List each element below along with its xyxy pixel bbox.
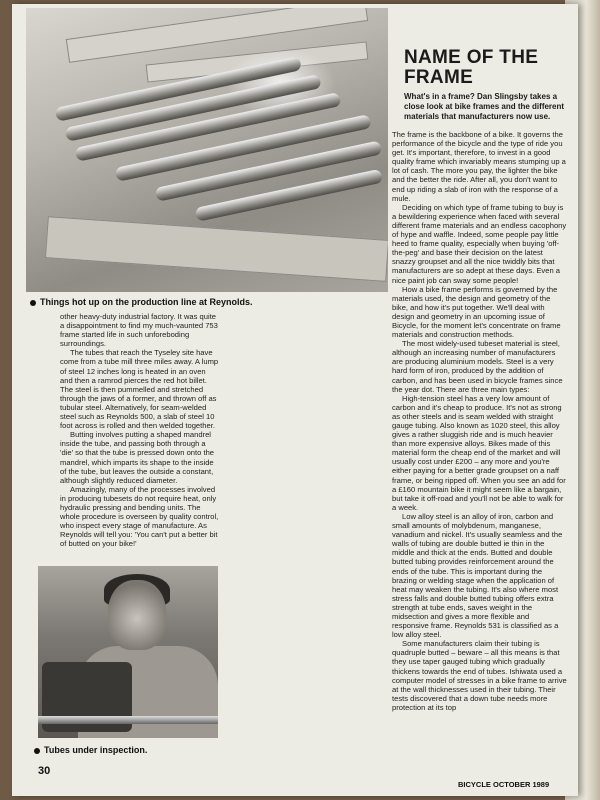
right-paragraph: Deciding on which type of frame tubing to buy is a bewildering experience when faced with several different frame materials and an endless cacophony of hype and waffle. Indeed, some people pay little heed to frame quality, especially when buying 'off-the-peg' and base their decision on the latest snazzy groupset and all the nice twiddly bits that manufacturers are so adept at these days. Even a nice paint job can sway some people! (392, 202, 567, 285)
magazine-page (12, 4, 578, 796)
left-paragraph: Butting involves putting a shaped mandrel inside the tube, and passing both through a 'die' so that the tube is pressed down onto the mandrel, which imparts its shape to the inside of the tube, but leaves the outside a constant, although slightly reduced diameter. (60, 430, 215, 485)
bottom-caption-text: Tubes under inspection. (44, 745, 148, 755)
bullet-icon (34, 748, 40, 754)
article-standfirst: What's in a frame? Dan Slingsby takes a close look at bike frames and the different materials that manufacturers now use. (404, 92, 565, 121)
page-number: 30 (38, 765, 51, 777)
bottom-photo-caption (34, 745, 147, 755)
right-column (392, 130, 568, 712)
right-paragraph: The frame is the backbone of a bike. It governs the performance of the bicycle and the type of ride you get. It's important, therefore, to invest in a good quality frame which invariably means stumping up a lot of cash. The more you pay, the lighter the bike and the better the ride. After all, you don't want to end up riding a slab of iron with the response of a mule. (392, 130, 566, 203)
inspection-photo (38, 566, 218, 738)
top-caption-text: Things hot up on the production line at Reynolds. (40, 297, 253, 307)
article-title: NAME OF THE FRAME (404, 47, 539, 88)
right-paragraph: How a bike frame performs is governed by the materials used, the design and geometry of the bike, and how it's put together. We'll deal with design and geometry in an upcoming issue of Bicycle, for the moment let's concentrate on frame materials and construction methods. (392, 284, 561, 340)
publication-footer: BICYCLE OCTOBER 1989 (458, 780, 550, 789)
right-paragraph: Low alloy steel is an alloy of iron, carbon and small amounts of molybdenum, manganese, vanadium and nickel. It's usually seamless and the walls of tubing are double butted ie thin in the middle and thick at the ends. Butted and double butted tubing provides reinforcement around the ends of the tube. This is important during the brazing or welding stage when the application of heat may weaken the tubing. It's also where most stress falls and double butted tubing offers extra strength at tube ends, saves weight in the midsection and gives a more flexible and responsive frame. Reynolds 531 is classified as a low alloy steel. (392, 511, 563, 640)
bullet-icon (30, 300, 36, 306)
left-column (60, 312, 220, 548)
left-paragraph: other heavy-duty industrial factory. It was quite a disappointment to find my much-vaunted 753 frame started life in such unforeboding surroundings. (60, 312, 218, 349)
right-paragraph: The most widely-used tubeset material is steel, although an increasing number of manufacturers are producing aluminium models. Steel is a very hard form of iron, produced by the addition of carbon, and has been used in bicycle frames since the year dot. There are three main types: (392, 339, 563, 394)
right-paragraph: Some manufacturers claim their tubing is quadruple butted – beware – all this means is that they use taper gauged tubing which gradually thickens towards the end of tubes. Ishiwata used a computer model of stresses in a bike frame to arrive at the wall thicknesses used in their tubing. Their tests discovered that a down tube needs more protection at its top (392, 639, 567, 712)
left-paragraph: Amazingly, many of the processes involved in producing tubesets do not require heat, only hydraulic pressing and bending units. The whole procedure is overseen by quality control, who inspect every stage of manufacture. As Reynolds will tell you: 'You can't put a better bit of butted on your bike!' (60, 484, 219, 549)
top-photo-caption (30, 297, 253, 307)
right-paragraph: High-tension steel has a very low amount of carbon and it's cheap to produce. It's not as strong as other steels and is seam welded with straight gauge tubing. Also known as 1020 steel, this alloy gives a rather sluggish ride and is much heavier than more expensive alloys. Bikes made of this material form the cheap end of the market and will usually cost under £200 – any more and you're either paying for a better grade groupset on a naff frame, or being ripped off. When you see an add for a £160 mountain bike it might seem like a bargain, but take it off-road and you'll not be able to walk for a week. (392, 393, 566, 512)
production-line-photo (26, 8, 388, 292)
left-paragraph: The tubes that reach the Tyseley site have come from a tube mill three miles away. A lump of steel 12 inches long is heated in an oven and then a ramrod pierces the red hot billet. The steel is then pummelled and stretched through the jaws of a former, and thrown off as tubular steel. Alternatively, for seam-welded steel such as Reynolds 500, a slab of steel 10 foot across is rolled and then welded together. (60, 348, 219, 431)
